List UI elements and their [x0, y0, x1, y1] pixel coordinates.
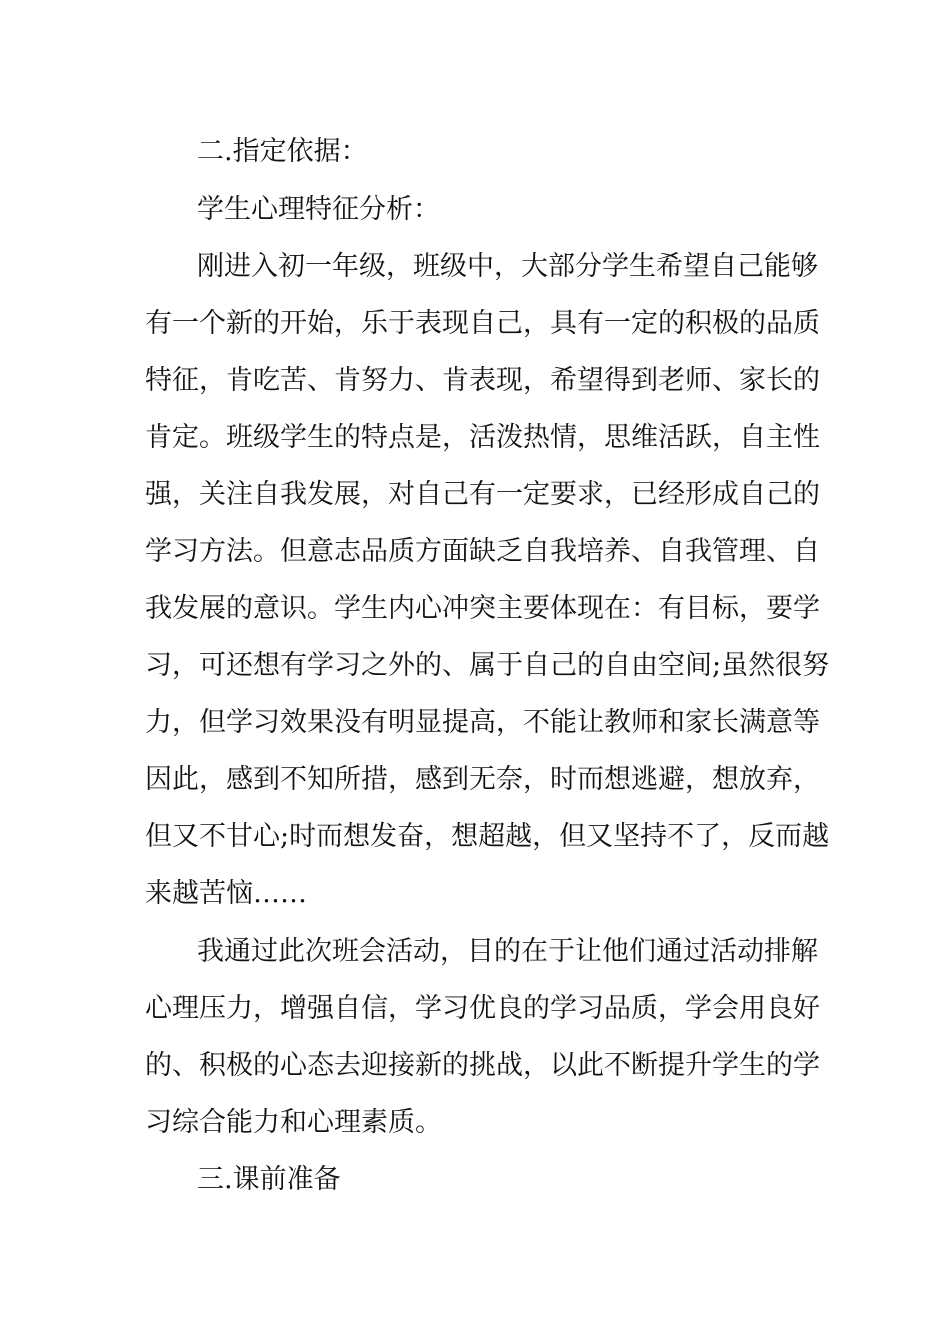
paragraph-1-line: 学习方法。但意志品质方面缺乏自我培养、自我管理、自	[145, 536, 820, 567]
section-heading-3: 三.课前准备	[197, 1164, 341, 1195]
section-heading-2: 二.指定依据：	[197, 136, 368, 167]
subheading-student-analysis: 学生心理特征分析：	[197, 194, 440, 225]
paragraph-2-line: 我通过此次班会活动，目的在于让他们通过活动排解	[197, 936, 818, 967]
paragraph-1-line: 强，关注自我发展，对自己有一定要求，已经形成自己的	[145, 479, 820, 510]
paragraph-1-line: 我发展的意识。学生内心冲突主要体现在：有目标，要学	[145, 593, 820, 624]
paragraph-1-line: 但又不甘心;时而想发奋，想超越，但又坚持不了，反而越	[145, 821, 830, 852]
paragraph-1-line: 刚进入初一年级，班级中，大部分学生希望自己能够	[197, 251, 818, 282]
paragraph-1-line: 习，可还想有学习之外的、属于自己的自由空间;虽然很努	[145, 650, 830, 681]
paragraph-2-line: 心理压力，增强自信，学习优良的学习品质，学会用良好	[145, 993, 820, 1024]
paragraph-1-line: 力，但学习效果没有明显提高，不能让教师和家长满意等	[145, 707, 820, 738]
paragraph-1-line: 有一个新的开始，乐于表现自己，具有一定的积极的品质	[145, 308, 820, 339]
paragraph-1-line: 特征，肯吃苦、肯努力、肯表现，希望得到老师、家长的	[145, 365, 820, 396]
paragraph-2-line: 习综合能力和心理素质。	[145, 1107, 442, 1138]
paragraph-1-line: 因此，感到不知所措，感到无奈，时而想逃避，想放弃，	[145, 764, 820, 795]
paragraph-2-line: 的、积极的心态去迎接新的挑战，以此不断提升学生的学	[145, 1050, 820, 1081]
paragraph-1-line: 来越苦恼……	[145, 878, 307, 909]
paragraph-1-line: 肯定。班级学生的特点是，活泼热情，思维活跃，自主性	[145, 422, 820, 453]
